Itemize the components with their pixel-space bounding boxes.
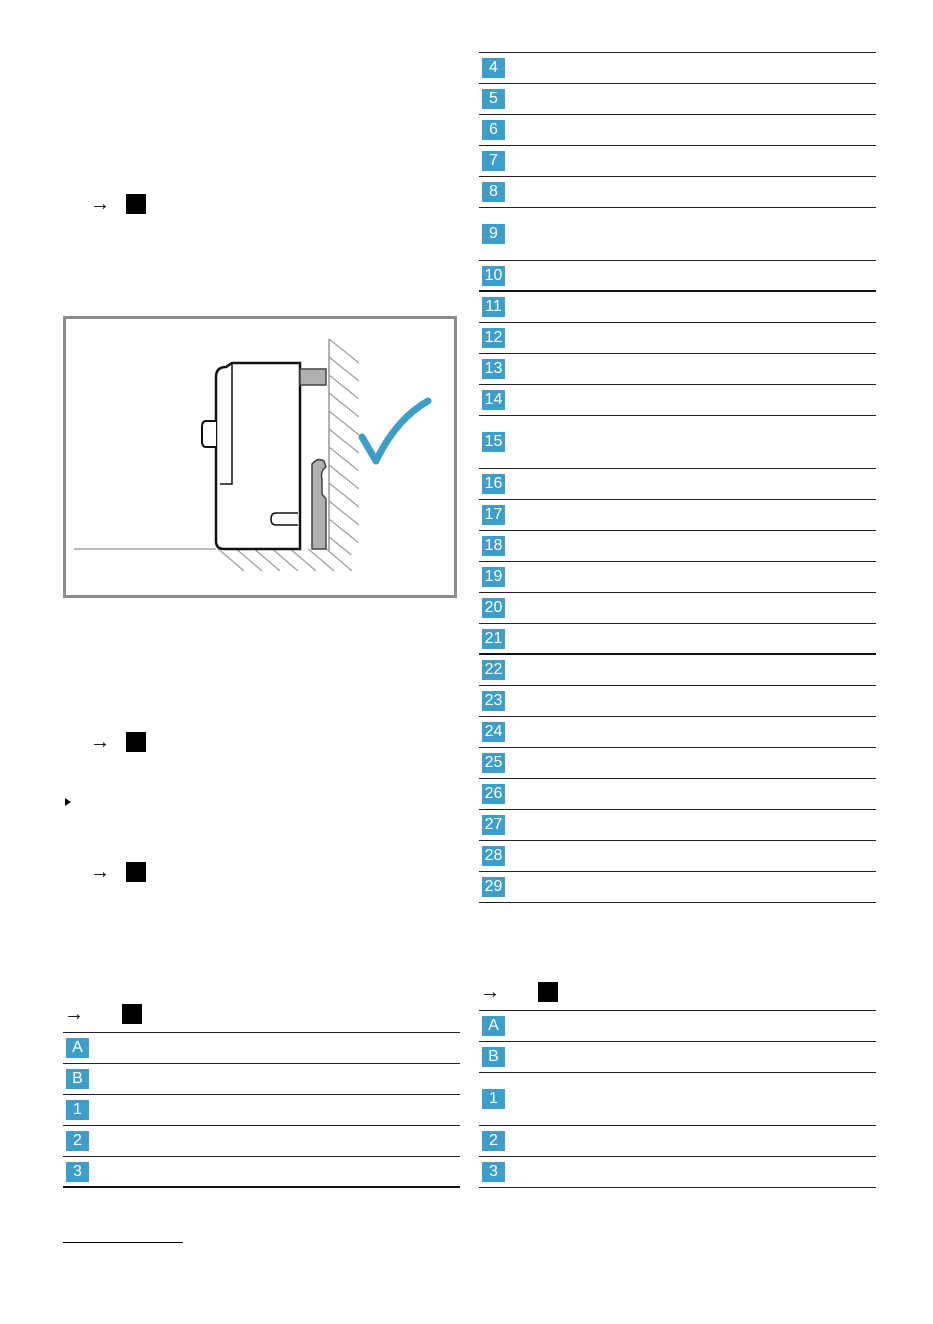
table-row [479, 593, 876, 624]
table-row [479, 717, 876, 748]
cross-reference-4 [64, 1004, 142, 1024]
key-badge: 24 [482, 722, 505, 742]
key-badge: 25 [482, 753, 505, 773]
table-row [63, 1126, 460, 1157]
cross-reference-1 [90, 194, 146, 214]
right-bottom-key-table [479, 1010, 876, 1188]
key-badge: 4 [482, 58, 505, 78]
table-cell [520, 385, 876, 415]
table-cell [520, 1042, 876, 1072]
key-badge: 3 [482, 1162, 505, 1182]
table-row [63, 1157, 460, 1188]
table-row [479, 1042, 876, 1073]
table-cell [520, 686, 876, 716]
key-badge: 9 [482, 224, 505, 244]
table-row [479, 779, 876, 810]
table-cell [520, 810, 876, 840]
table-row [479, 354, 876, 385]
table-row [479, 177, 876, 208]
key-badge: 11 [482, 297, 505, 317]
page-reference-box [538, 982, 558, 1002]
table-cell [104, 1064, 460, 1094]
table-cell [520, 655, 876, 685]
table-row [479, 1126, 876, 1157]
checkmark-icon [362, 401, 428, 461]
key-badge: 22 [482, 660, 505, 680]
key-badge: 12 [482, 328, 505, 348]
key-badge: 20 [482, 598, 505, 618]
table-cell [104, 1095, 460, 1125]
key-badge: 1 [482, 1089, 505, 1109]
page-reference-box [126, 862, 146, 882]
key-badge: 19 [482, 567, 505, 587]
table-row [479, 748, 876, 779]
table-cell [520, 1011, 876, 1041]
table-row [479, 810, 876, 841]
table-row [479, 531, 876, 562]
key-badge: 23 [482, 691, 505, 711]
key-badge: 14 [482, 390, 505, 410]
key-badge: 26 [482, 784, 505, 804]
key-badge: 13 [482, 359, 505, 379]
table-cell [520, 208, 876, 260]
right-arrow-icon: → [90, 731, 110, 753]
table-row [479, 261, 876, 292]
key-badge: 27 [482, 815, 505, 835]
table-row [479, 115, 876, 146]
key-badge: 17 [482, 505, 505, 525]
table-cell [520, 84, 876, 114]
table-cell [104, 1157, 460, 1186]
key-badge: B [66, 1069, 89, 1089]
table-row [479, 841, 876, 872]
table-cell [520, 261, 876, 290]
table-cell [520, 177, 876, 207]
table-cell [520, 1073, 876, 1125]
key-badge: 18 [482, 536, 505, 556]
table-cell [520, 146, 876, 176]
key-badge: 10 [482, 266, 505, 286]
key-badge: 5 [482, 89, 505, 109]
table-cell [520, 53, 876, 83]
table-cell [520, 292, 876, 322]
table-cell [520, 416, 876, 468]
key-badge: A [482, 1016, 505, 1036]
table-row [479, 500, 876, 531]
table-row [479, 469, 876, 500]
table-cell [520, 115, 876, 145]
table-row [479, 1011, 876, 1042]
table-cell [520, 323, 876, 353]
table-cell [104, 1126, 460, 1156]
key-badge: B [482, 1047, 505, 1067]
table-row [63, 1095, 460, 1126]
table-row [479, 1073, 876, 1126]
key-badge: 2 [482, 1131, 505, 1151]
table-row [479, 53, 876, 84]
table-cell [520, 500, 876, 530]
right-arrow-icon: → [64, 1003, 84, 1025]
table-row [479, 562, 876, 593]
table-cell [520, 1157, 876, 1187]
table-cell [520, 562, 876, 592]
table-cell [520, 841, 876, 871]
table-row [479, 323, 876, 354]
key-badge: 6 [482, 120, 505, 140]
appliance-against-wall-illustration [66, 319, 454, 595]
table-row [63, 1033, 460, 1064]
key-badge: 21 [482, 629, 505, 649]
right-arrow-icon: → [90, 193, 110, 215]
table-cell [520, 779, 876, 809]
table-cell [520, 748, 876, 778]
installation-figure [63, 316, 457, 598]
key-badge: 1 [66, 1100, 89, 1120]
page-reference-box [126, 194, 146, 214]
page-reference-box [122, 1004, 142, 1024]
table-row [479, 84, 876, 115]
table-row [479, 385, 876, 416]
table-row [479, 872, 876, 903]
table-row [479, 655, 876, 686]
table-row [479, 416, 876, 469]
key-badge: 7 [482, 151, 505, 171]
table-cell [520, 593, 876, 623]
table-row [63, 1064, 460, 1095]
key-badge: 3 [66, 1162, 89, 1182]
cross-reference-5 [480, 982, 558, 1002]
table-row [479, 624, 876, 655]
key-badge: 28 [482, 846, 505, 866]
table-row [479, 146, 876, 177]
footnote-separator [63, 1242, 183, 1243]
table-row [479, 208, 876, 261]
table-cell [520, 1126, 876, 1156]
bullet-marker [65, 798, 71, 806]
key-badge: 8 [482, 182, 505, 202]
right-key-table [479, 52, 876, 903]
key-badge: 15 [482, 432, 505, 452]
table-cell [520, 624, 876, 653]
table-cell [520, 872, 876, 902]
key-badge: A [66, 1038, 89, 1058]
left-key-table [63, 1032, 460, 1188]
table-row [479, 292, 876, 323]
table-cell [104, 1033, 460, 1063]
key-badge: 16 [482, 474, 505, 494]
right-arrow-icon: → [480, 981, 500, 1003]
key-badge: 2 [66, 1131, 89, 1151]
page-reference-box [126, 732, 146, 752]
table-cell [520, 469, 876, 499]
table-row [479, 1157, 876, 1188]
table-cell [520, 354, 876, 384]
cross-reference-2 [90, 732, 146, 752]
right-arrow-icon: → [90, 861, 110, 883]
cross-reference-3 [90, 862, 146, 882]
table-cell [520, 717, 876, 747]
table-row [479, 686, 876, 717]
key-badge: 29 [482, 877, 505, 897]
table-cell [520, 531, 876, 561]
